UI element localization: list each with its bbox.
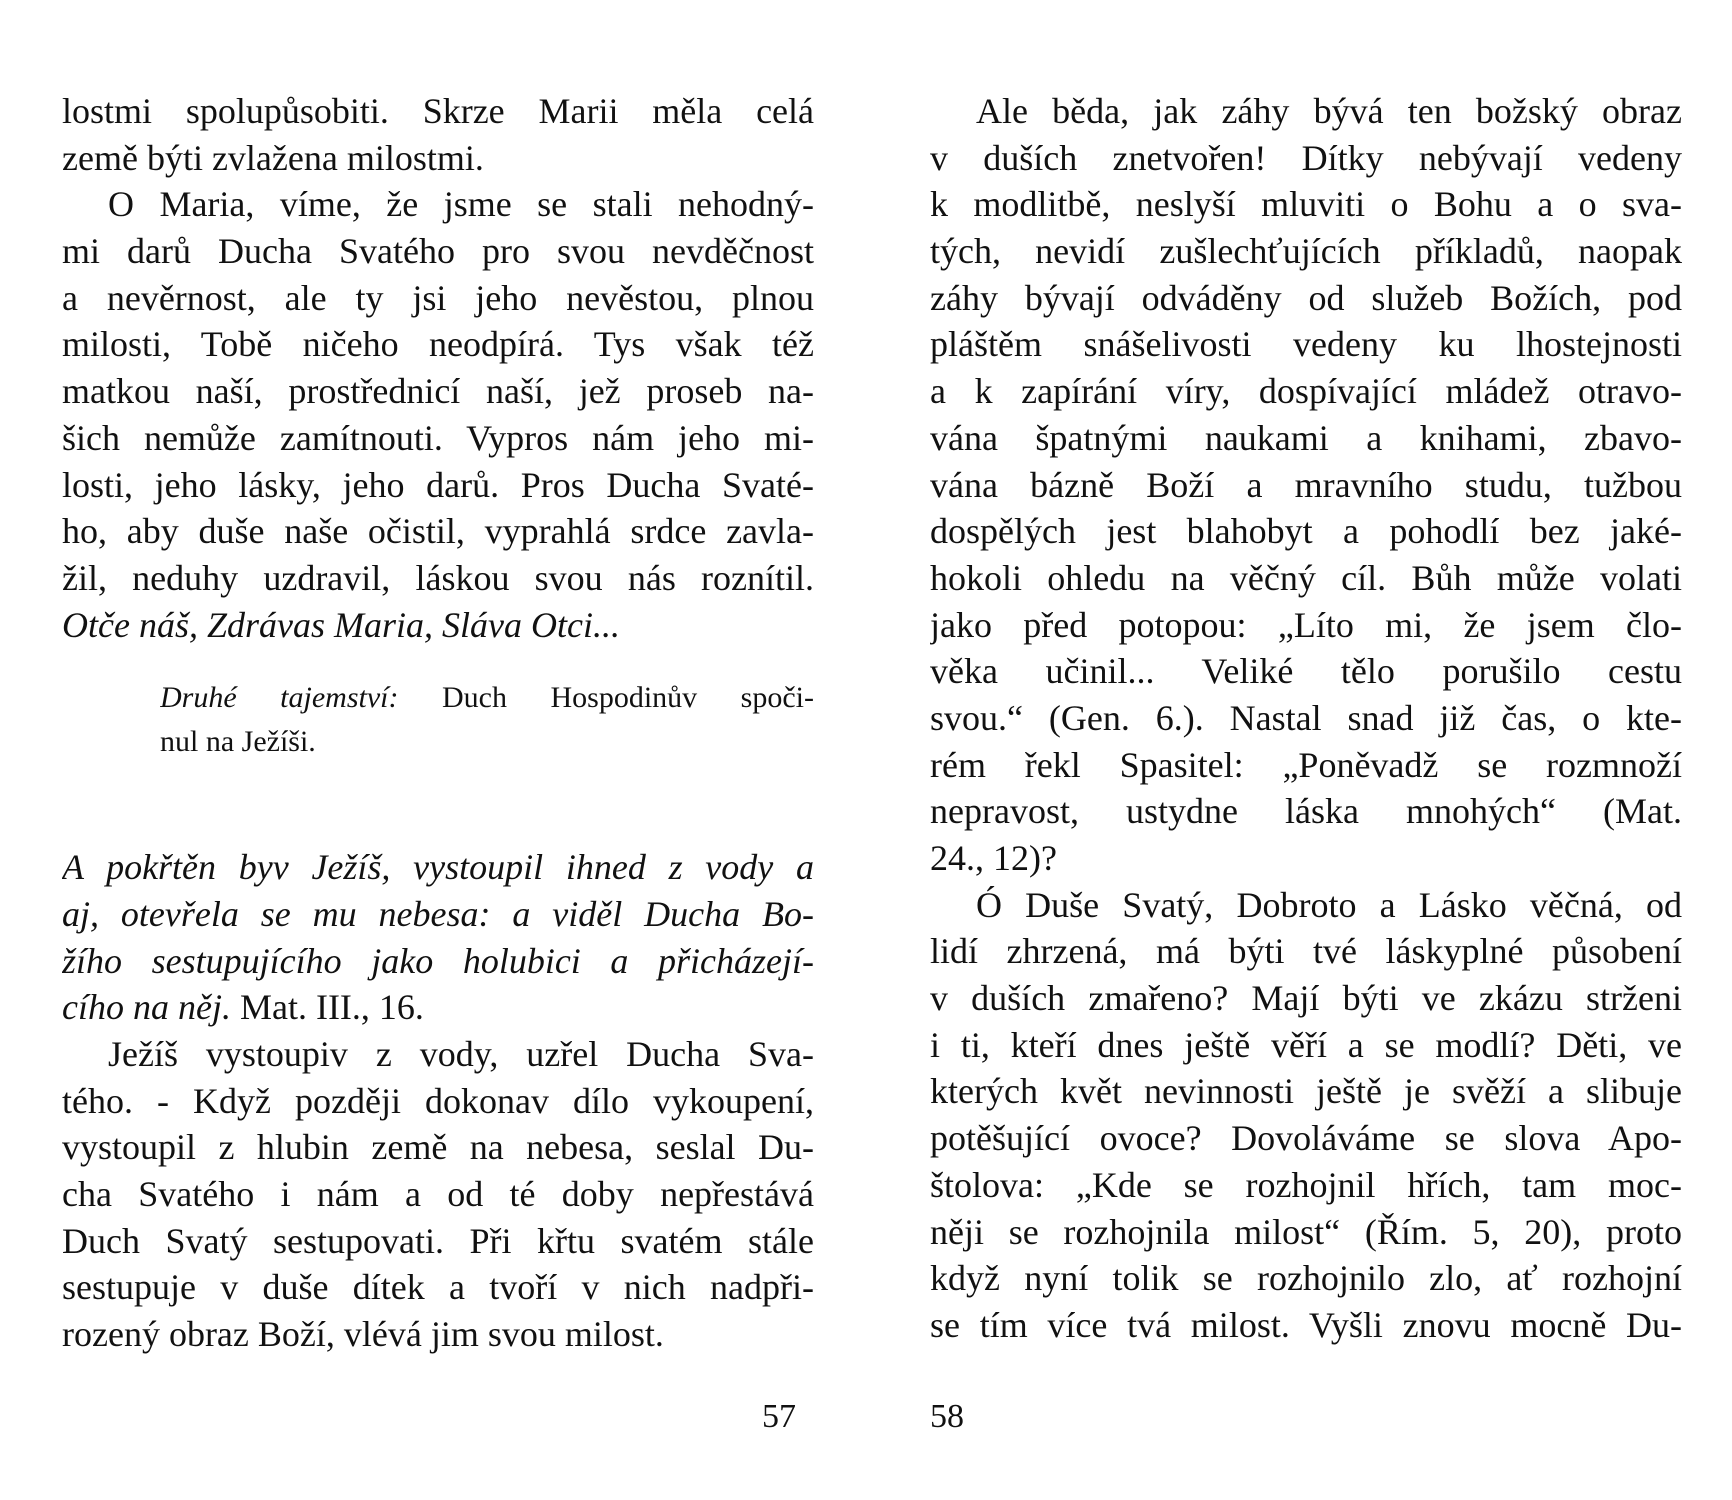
- right-paragraph-1: [930, 88, 1682, 882]
- quote-reference: Mat. III., 16.: [230, 987, 424, 1028]
- text-line: a nevěrnost, ale ty jsi jeho nevěstou, plnou: [62, 277, 814, 318]
- right-paragraph-2: [930, 882, 1682, 1349]
- text-line: pláštěm snášelivosti vedeny ku lhostejnosti: [930, 324, 1682, 365]
- quote-line: [62, 984, 814, 1031]
- text-line: kterých květ nevinnosti ještě je svěží a slibuje: [930, 1071, 1682, 1112]
- page-number-left: 57: [762, 1398, 796, 1435]
- text-line: žil, neduhy uzdravil, láskou svou nás roznítil.: [62, 557, 814, 598]
- text-line: věka učinil... Veliké tělo porušilo cestu: [930, 651, 1682, 692]
- text-line: ho, aby duše naše očistil, vyprahlá srdce zavla-: [62, 511, 814, 552]
- text-line: Ó Duše Svatý, Dobroto a Lásko věčná, od: [976, 884, 1682, 925]
- text-line: Duch Svatý sestupovati. Při křtu svatém stále: [62, 1220, 814, 1261]
- text-line: losti, jeho lásky, jeho darů. Pros Ducha Svaté-: [62, 464, 814, 505]
- mystery-line: nul na Ježíši.: [160, 725, 316, 759]
- page-number-right: 58: [930, 1398, 964, 1435]
- quote-line: žího sestupujícího jako holubici a přicházejí-: [62, 940, 814, 981]
- left-paragraph-1: [62, 88, 814, 181]
- text-line: Ježíš vystoupiv z vody, uzřel Ducha Sva-: [108, 1034, 814, 1074]
- text-line: když nyní tolik se rozhojnilo zlo, ať rozhojní: [930, 1258, 1682, 1299]
- text-line: tých, nevidí zušlechťujících příkladů, naopak: [930, 231, 1682, 272]
- mystery-heading: [160, 676, 814, 764]
- text-line: potěšující ovoce? Dovoláváme se slova Apo-: [930, 1118, 1682, 1159]
- mystery-label: Druhé tajemství:: [160, 681, 399, 715]
- text-line: vystoupil z hlubin země na nebesa, seslal Du-: [62, 1127, 814, 1168]
- text-line: milosti, Tobě ničeho neodpírá. Tys však též: [62, 324, 814, 365]
- text-line: cha Svatého i nám a od té doby nepřestává: [62, 1174, 814, 1215]
- text-line: a k zapírání víry, dospívající mládež otravo-: [930, 371, 1682, 412]
- text-line: Ale běda, jak záhy bývá ten božský obraz: [976, 91, 1682, 131]
- text-line: 24., 12)?: [930, 838, 1057, 878]
- quote-line: A pokřtěn byv Ježíš, vystoupil ihned z vody a: [62, 847, 814, 888]
- text-line: něji se rozhojnila milost“ (Řím. 5, 20), proto: [930, 1211, 1682, 1252]
- text-line: hokoli ohledu na věčný cíl. Bůh může volati: [930, 557, 1682, 598]
- text-line: nepravost, ustydne láska mnohých“ (Mat.: [930, 791, 1682, 832]
- mystery-title: Duch Hospodinův spoči-: [441, 681, 814, 715]
- text-line: svou.“ (Gen. 6.). Nastal snad již čas, o kte-: [930, 697, 1682, 738]
- text-line: šich nemůže zamítnouti. Vypros nám jeho mi-: [62, 417, 814, 458]
- text-line: v duších znetvořen! Dítky nebývají vedeny: [930, 137, 1682, 178]
- quote-end: cího na něj.: [62, 987, 231, 1028]
- text-line: rozený obraz Boží, vlévá jim svou milost.: [62, 1314, 664, 1355]
- text-line: vána špatnými naukami a knihami, zbavo-: [930, 417, 1682, 458]
- text-line: matkou naší, prostřednicí naší, jež proseb na-: [62, 371, 814, 412]
- right-page: [930, 88, 1682, 1349]
- text-line: záhy bývají odváděny od služeb Božích, pod: [930, 277, 1682, 318]
- text-line: lidí zhrzená, má býti tvé láskyplné působení: [930, 931, 1682, 972]
- text-line: lostmi spolupůsobiti. Skrze Marii měla celá: [62, 91, 814, 131]
- text-line: sestupuje v duše dítek a tvoří v nich nadpři-: [62, 1267, 814, 1308]
- text-line: i ti, kteří dnes ještě věří a se modlí? Děti, ve: [930, 1024, 1682, 1065]
- left-paragraph-3: [62, 1031, 814, 1358]
- text-line: k modlitbě, neslyší mluviti o Bohu a o sva-: [930, 184, 1682, 225]
- quote-line: aj, otevřela se mu nebesa: a viděl Ducha Bo-: [62, 893, 814, 934]
- text-line: štolova: „Kde se rozhojnil hřích, tam moc-: [930, 1164, 1682, 1205]
- text-line: vána bázně Boží a mravního studu, tužbou: [930, 464, 1682, 505]
- text-line: tého. - Když později dokonav dílo vykoupení,: [62, 1080, 814, 1121]
- text-line: dospělých jest blahobyt a pohodlí bez jaké-: [930, 511, 1682, 552]
- left-paragraph-2: [62, 181, 814, 648]
- text-line: v duších zmařeno? Mají býti ve zkázu strženi: [930, 978, 1682, 1019]
- text-line: O Maria, víme, že jsme se stali nehodný-: [108, 184, 814, 225]
- text-line: mi darů Ducha Svatého pro svou nevděčnost: [62, 231, 814, 272]
- text-line: země býti zvlažena milostmi.: [62, 137, 484, 178]
- scripture-quote: [62, 844, 814, 1031]
- text-line: rém řekl Spasitel: „Poněvadž se rozmnoží: [930, 744, 1682, 785]
- text-line: se tím více tvá milost. Vyšli znovu mocně Du-: [930, 1304, 1682, 1345]
- left-page: [62, 88, 814, 1358]
- text-line: jako před potopou: „Líto mi, že jsem člo-: [930, 604, 1682, 645]
- mystery-line: [160, 676, 814, 720]
- prayer-line: Otče náš, Zdrávas Maria, Sláva Otci...: [62, 604, 620, 645]
